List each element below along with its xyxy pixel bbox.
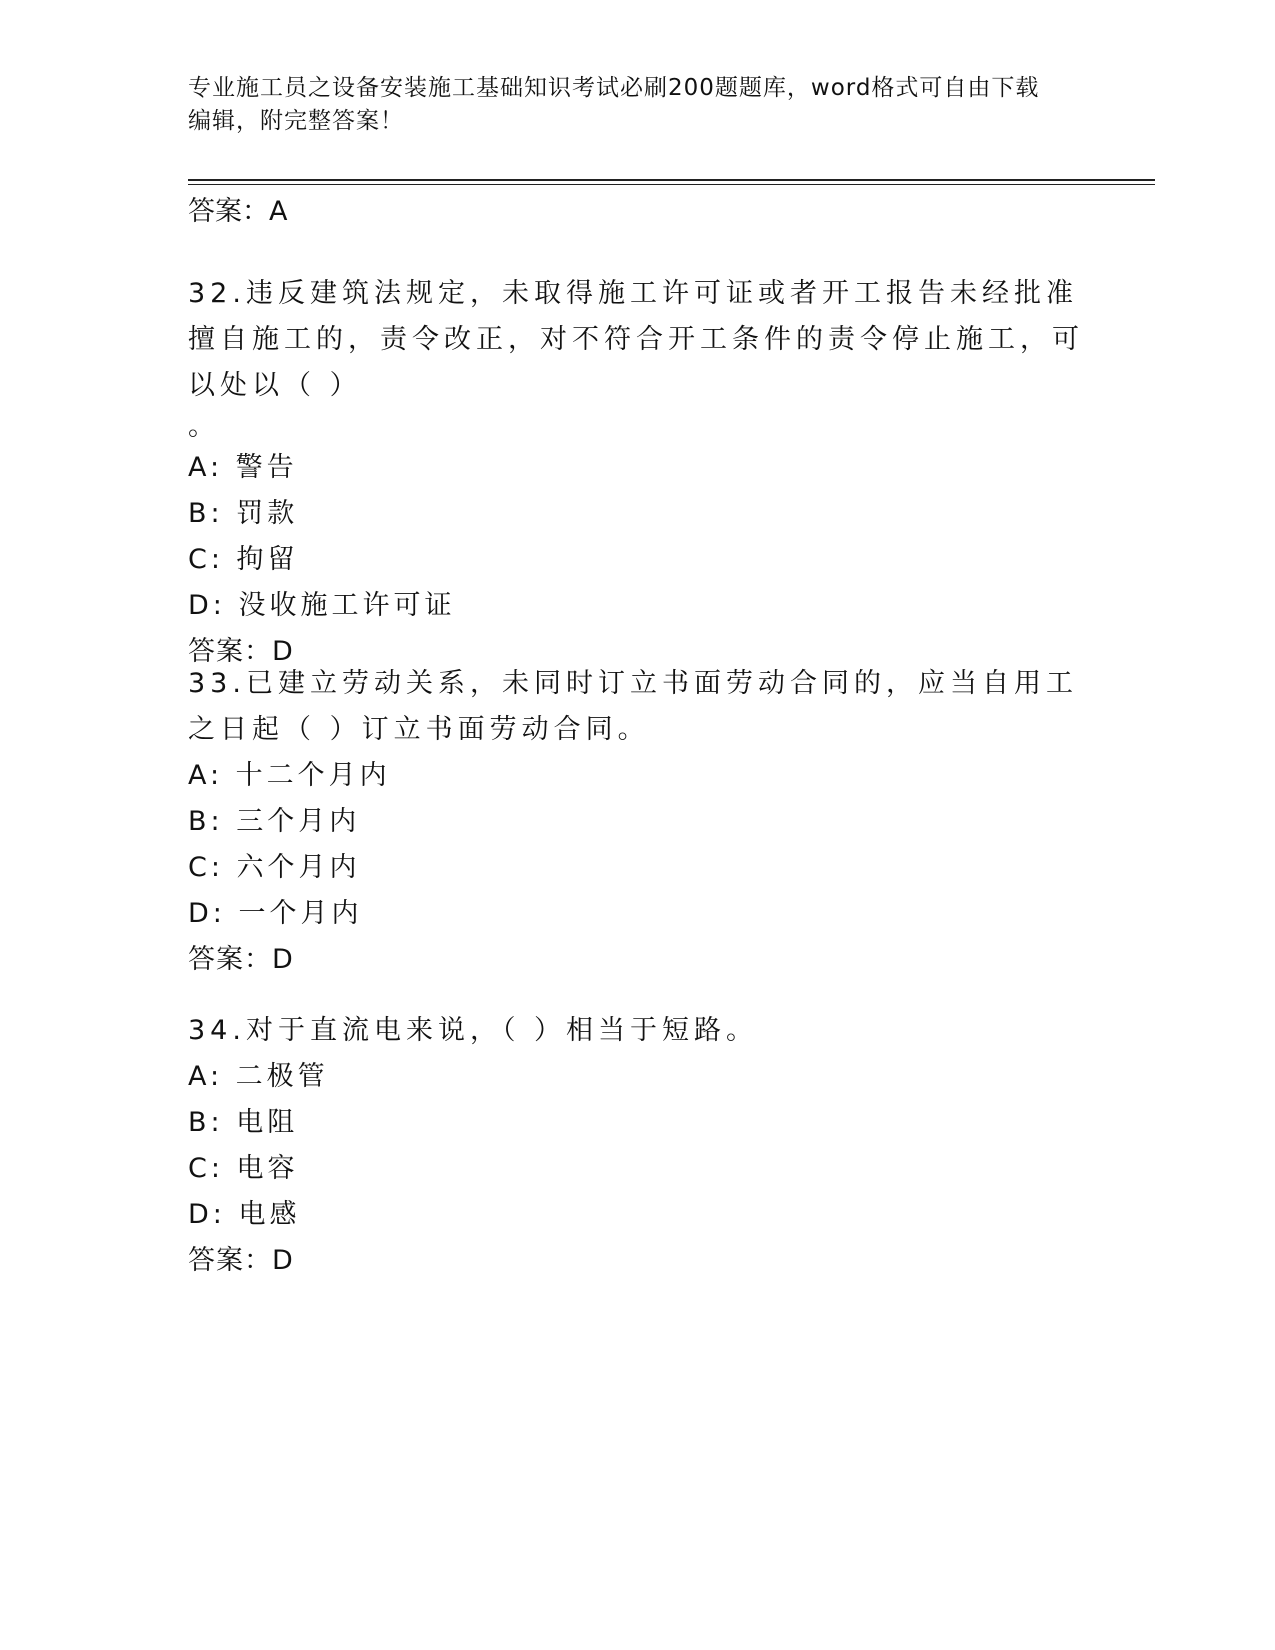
question-33: [188, 661, 1088, 983]
option-d: D: 一个月内: [188, 898, 363, 929]
document-header: [188, 72, 1088, 138]
option-c: C: 六个月内: [188, 852, 361, 883]
option-c: C: 拘留: [188, 544, 299, 575]
option-b: B: 罚款: [188, 498, 299, 529]
header-line-1: 专业施工员之设备安装施工基础知识考试必刷200题题库，word格式可自由下载: [188, 75, 1040, 101]
option-c: C: 电容: [188, 1153, 299, 1184]
question-34: [188, 1008, 1088, 1284]
option-a: A: 十二个月内: [188, 760, 391, 791]
question-32: [188, 271, 1088, 675]
option-d: D: 电感: [188, 1199, 301, 1230]
option-b: B: 电阻: [188, 1107, 299, 1138]
question-text-tail: 。: [188, 411, 220, 442]
previous-answer: 答案：A: [188, 196, 288, 227]
header-line-2: 编辑，附完整答案！: [188, 108, 404, 134]
answer: 答案：D: [188, 1245, 294, 1276]
option-a: A: 二极管: [188, 1061, 329, 1092]
header-divider-thin: [188, 184, 1155, 185]
answer: 答案：D: [188, 636, 294, 667]
question-text: 32.违反建筑法规定，未取得施工许可证或者开工报告未经批准擅自施工的，责令改正，对不符合开工条件的责令停止施工，可以处以（ ）: [188, 278, 1084, 401]
question-text: 34.对于直流电来说，（ ）相当于短路。: [188, 1015, 759, 1046]
question-text: 33.已建立劳动关系，未同时订立书面劳动合同的，应当自用工之日起（ ）订立书面劳动合同。: [188, 668, 1078, 745]
answer: 答案：D: [188, 944, 294, 975]
option-b: B: 三个月内: [188, 806, 361, 837]
option-a: A: 警告: [188, 452, 298, 483]
header-divider: [188, 179, 1155, 181]
option-d: D: 没收施工许可证: [188, 590, 456, 621]
